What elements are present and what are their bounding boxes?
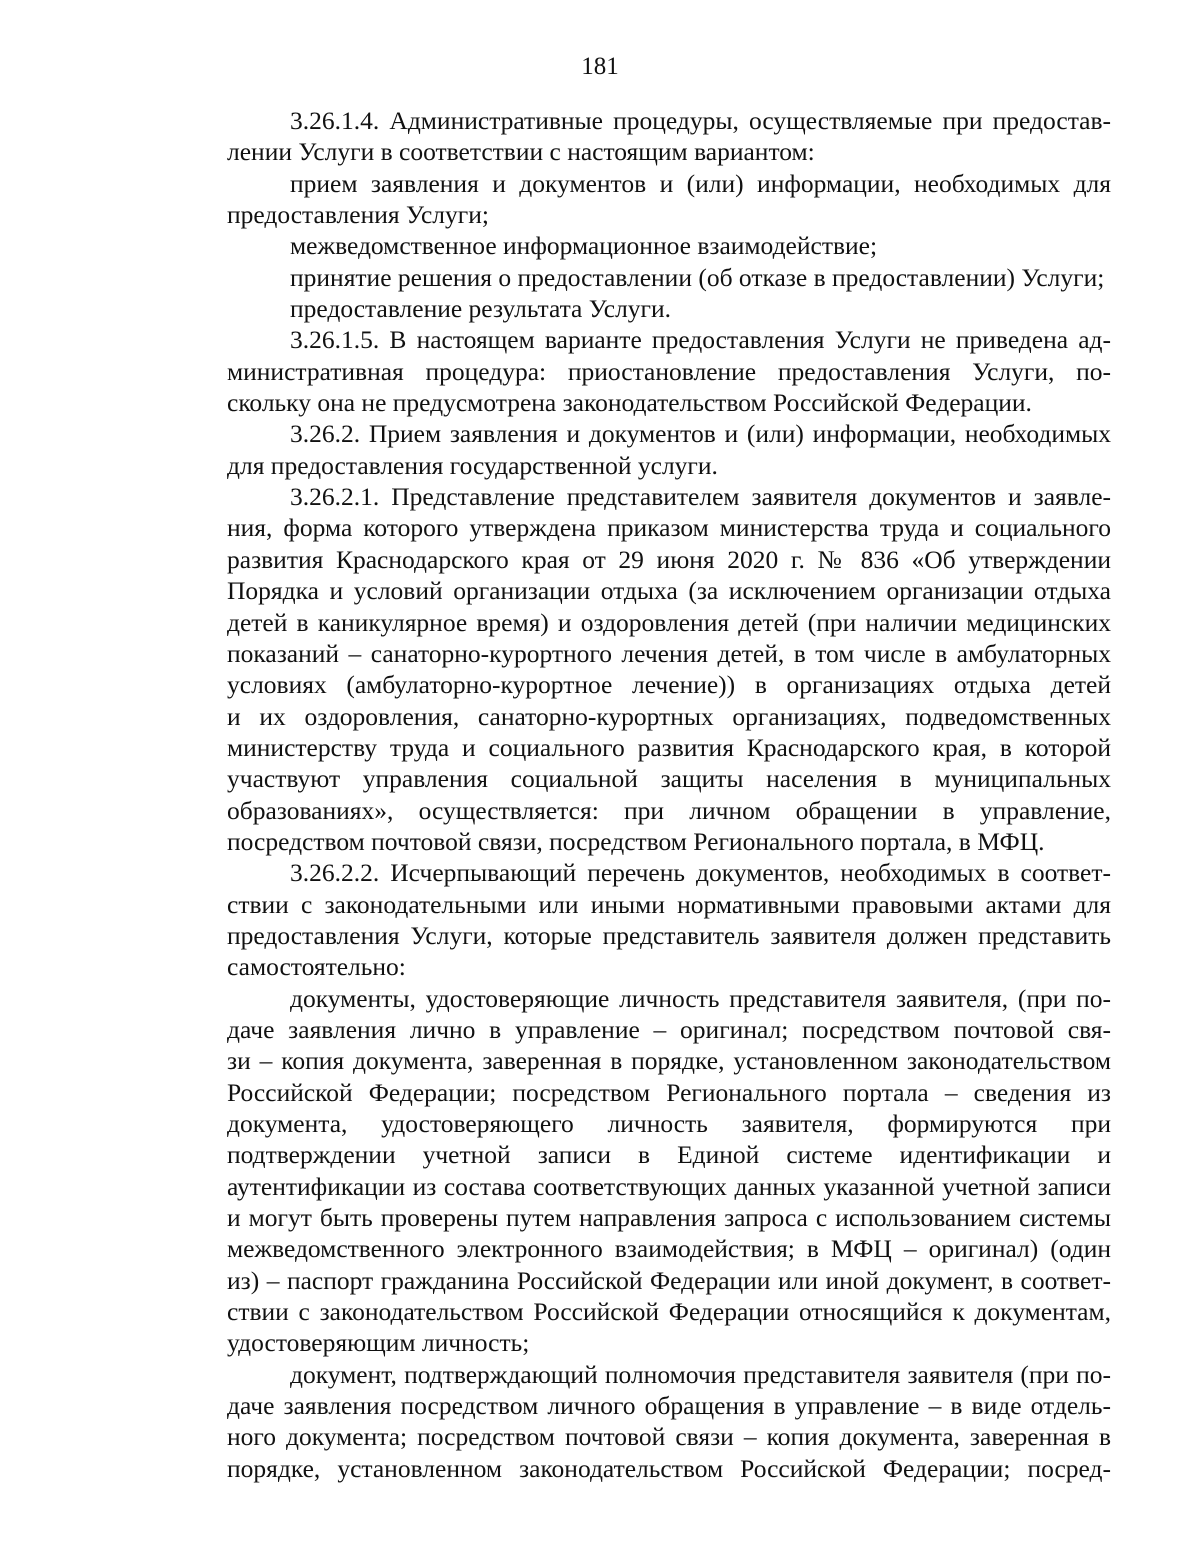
text-line: развития Краснодарского края от 29 июня 2020 г. № 836 «Об утверждении [227, 544, 1111, 574]
text-line: Порядка и условий организации отдыха (за исключением организации отдыха [227, 576, 1111, 606]
text-line: посредством почтовой связи, посредством Регионального портала, в МФЦ. [227, 826, 1045, 856]
text-line: детей в каникулярное время) и оздоровления детей (при наличии медицинских [227, 607, 1111, 637]
text-line: и могут быть проверены путем направления запроса с использованием системы [227, 1203, 1111, 1233]
text-line: из) – паспорт гражданина Российской Федерации или иной документ, в соответ- [227, 1265, 1111, 1295]
text-line: подтверждении учетной записи в Единой системе идентификации и [227, 1140, 1111, 1170]
text-line: прием заявления и документов и (или) информации, необходимых для [290, 168, 1111, 198]
text-line: министерству труда и социального развития Краснодарского края, в которой [227, 732, 1111, 762]
text-line: межведомственного электронного взаимодействия; в МФЦ – оригинал) (один [227, 1234, 1111, 1264]
text-line: документ, подтверждающий полномочия представителя заявителя (при по- [290, 1359, 1111, 1389]
text-line: 3.26.2. Прием заявления и документов и (или) информации, необходимых [290, 419, 1111, 449]
text-line: министративная процедура: приостановление предоставления Услуги, по- [227, 356, 1111, 386]
text-line: ного документа; посредством почтовой связи – копия документа, заверенная в [227, 1422, 1111, 1452]
text-line: ния, форма которого утверждена приказом министерства труда и социального [227, 513, 1111, 543]
text-line: документы, удостоверяющие личность представителя заявителя, (при по- [290, 983, 1111, 1013]
text-line: зи – копия документа, заверенная в порядке, установленном законодательством [227, 1046, 1111, 1076]
text-line: показаний – санаторно-курортного лечения детей, в том числе в амбулаторных [227, 638, 1111, 668]
text-line: 3.26.2.2. Исчерпывающий перечень документов, необходимых в соответ- [290, 858, 1111, 888]
text-line: 3.26.1.5. В настоящем варианте предоставления Услуги не приведена ад- [290, 325, 1111, 355]
text-line: документа, удостоверяющего личность заявителя, формируются при [227, 1109, 1111, 1138]
text-line: Российской Федерации; посредством Регионального портала – сведения из [227, 1077, 1111, 1107]
text-line: порядке, установленном законодательством Российской Федерации; посред- [227, 1453, 1111, 1483]
text-line: аутентификации из состава соответствующих данных указанной учетной записи [227, 1171, 1111, 1201]
document-body [227, 105, 1111, 1484]
text-line: даче заявления лично в управление – оригинал; посредством почтовой свя- [227, 1014, 1111, 1044]
text-line: ствии с законодательными или иными нормативными правовыми актами для [227, 889, 1111, 919]
text-line: лении Услуги в соответствии с настоящим вариантом: [227, 137, 815, 167]
page-number: 181 [581, 53, 619, 80]
text-line: предоставление результата Услуги. [290, 294, 672, 324]
text-line: даче заявления посредством личного обращения в управление – в виде отдель- [227, 1391, 1111, 1421]
text-line: принятие решения о предоставлении (об отказе в предоставлении) Услуги; [290, 262, 1105, 292]
text-line: условиях (амбулаторно-курортное лечение)) в организациях отдыха детей [227, 670, 1111, 700]
text-line: 3.26.2.1. Представление представителем заявителя документов и заявле- [290, 482, 1111, 512]
text-line: удостоверяющим личность; [227, 1328, 530, 1358]
text-line: предоставления Услуги; [227, 200, 489, 230]
text-line: скольку она не предусмотрена законодательством Российской Федерации. [227, 388, 1032, 418]
text-line: 3.26.1.4. Административные процедуры, осуществляемые при предостав- [290, 106, 1111, 135]
text-line: для предоставления государственной услуги. [227, 450, 718, 480]
text-line: ствии с законодательством Российской Федерации относящийся к документам, [227, 1297, 1111, 1327]
text-line: и их оздоровления, санаторно-курортных организациях, подведомственных [227, 701, 1111, 731]
text-line: образованиях», осуществляется: при личном обращении в управление, [227, 795, 1111, 825]
text-line: самостоятельно: [227, 952, 406, 982]
text-line: участвуют управления социальной защиты населения в муниципальных [227, 764, 1111, 794]
text-line: предоставления Услуги, которые представитель заявителя должен представить [227, 920, 1111, 950]
text-line: межведомственное информационное взаимодействие; [290, 231, 878, 261]
